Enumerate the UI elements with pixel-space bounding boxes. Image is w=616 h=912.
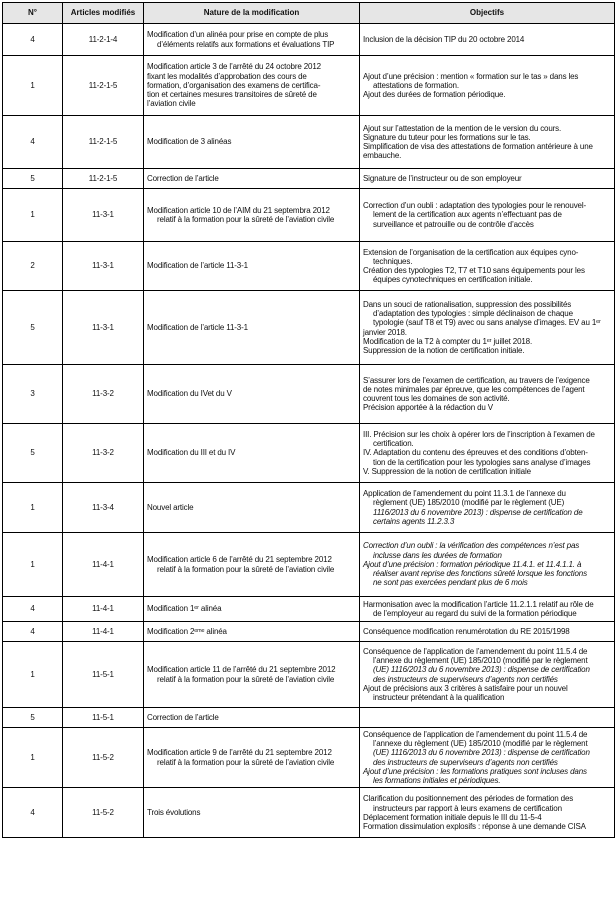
cell-nature xyxy=(144,424,360,483)
cell-objectifs xyxy=(360,291,615,365)
nature-line: Modification d’un alinéa pour prise en compte de plus xyxy=(147,30,329,40)
cell-num: 4 xyxy=(3,622,63,642)
objective-line: Dans un souci de rationalisation, suppression des possibilités xyxy=(363,299,572,309)
nature-line: Modification article 10 de l’AIM du 21 septembra 2012 xyxy=(147,205,330,215)
cell-article: 11-5-1 xyxy=(63,708,144,728)
cell-nature xyxy=(144,622,360,642)
objective-line: (UE) 1116/2013 du 6 novembre 2013) : dispense de certification xyxy=(373,665,590,675)
objective-line: techniques. xyxy=(373,256,413,266)
cell-nature xyxy=(144,708,360,728)
header-num: N° xyxy=(3,3,63,24)
table-row xyxy=(3,291,615,365)
table-row xyxy=(3,622,615,642)
cell-nature xyxy=(144,242,360,291)
objective-line: V. Suppression de la notion de certification initiale xyxy=(363,466,531,476)
cell-num: 4 xyxy=(3,24,63,56)
objective-line: certains agents 11.2.3.3 xyxy=(373,516,455,526)
cell-num: 1 xyxy=(3,533,63,597)
objective-line: lement de la certification aux agents n’effectuant pas de xyxy=(373,210,562,220)
nature-line: relatif à la formation pour la sûreté de l’aviation civile xyxy=(157,757,335,767)
cell-article: 11-4-1 xyxy=(63,533,144,597)
objective-line: les formations initiales et périodiques. xyxy=(373,776,501,786)
objective-line: couvrent tous les domaines de son activité. xyxy=(363,394,510,403)
cell-num: 3 xyxy=(3,365,63,424)
cell-nature xyxy=(144,189,360,242)
objective-line: Modification de la T2 à compter du 1ᵉʳ juillet 2018. xyxy=(363,336,533,346)
objective-line: inclusse dans les durées de formation xyxy=(373,550,502,560)
objective-line: de l’employeur au regard du suivi de la formation périodique xyxy=(373,609,577,618)
cell-objectifs xyxy=(360,622,615,642)
objective-line: Extension de l’organisation de la certification aux équipes cyno- xyxy=(363,247,579,257)
table-row xyxy=(3,116,615,169)
objective-line: Ajout d’une précision : mention « formation sur le tas » dans les xyxy=(363,71,579,81)
objective-line: des instructeurs de superviseurs d’agents non certifiés xyxy=(373,674,558,684)
header-objectifs: Objectifs xyxy=(360,3,615,24)
cell-article: 11-5-2 xyxy=(63,788,144,838)
nature-line: Modification de l’article 11-3-1 xyxy=(147,322,248,332)
cell-objectifs xyxy=(360,242,615,291)
nature-line: l’aviation civile xyxy=(147,99,196,109)
nature-line: tion et certaines mesures transitoires de sûreté de xyxy=(147,90,317,100)
table-header xyxy=(3,3,615,24)
objective-line: certification. xyxy=(373,439,414,449)
cell-article: 11-2-1-5 xyxy=(63,56,144,116)
nature-line: Modification 2ᵉᵐᵉ alinéa xyxy=(147,626,227,636)
objective-line: Création des typologies T2, T7 et T10 sans équipements pour les xyxy=(363,266,585,275)
cell-article: 11-3-1 xyxy=(63,189,144,242)
cell-num: 5 xyxy=(3,169,63,189)
modifications-table xyxy=(2,2,615,838)
objective-line: Simplification de visa des attestations de formation antérieure à une xyxy=(363,142,593,151)
objective-line: (UE) 1116/2013 du 6 novembre 2013) : dispense de certification xyxy=(373,748,590,758)
table-row xyxy=(3,365,615,424)
objective-line: Inclusion de la décision TIP du 20 octobre 2014 xyxy=(363,34,525,44)
objective-line: III. Précision sur les choix à opérer lors de l’inscription à l’examen de xyxy=(363,429,595,439)
objective-line: des instructeurs de superviseurs d’agents non certifiés xyxy=(373,757,558,767)
objective-line: l’annexe du règlement (UE) 185/2010 (modifié par le règlement xyxy=(373,656,588,666)
objective-line: instructeur prétendant à la qualification xyxy=(373,692,505,702)
nature-line: Modification du III et du IV xyxy=(147,448,236,458)
objective-line: typologie (sauf T8 et T9) avec ou sans analyse d’images. EV au 1ᵉʳ xyxy=(373,318,601,328)
objective-line: Signature du tuteur pour les formations sur le tas. xyxy=(363,132,531,142)
nature-line: Modification de l’article 11-3-1 xyxy=(147,261,248,271)
cell-article: 11-3-1 xyxy=(63,291,144,365)
nature-line: formation, d’organisation des examens de certifica- xyxy=(147,80,321,90)
objective-line: Ajout d’une précision : les formations pratiques sont incluses dans xyxy=(363,766,587,776)
nature-line: relatif à la formation pour la sûreté de l’aviation civile xyxy=(157,215,335,224)
cell-num: 1 xyxy=(3,189,63,242)
table-row xyxy=(3,169,615,189)
cell-objectifs xyxy=(360,24,615,56)
table-row xyxy=(3,533,615,597)
cell-num: 1 xyxy=(3,728,63,788)
cell-objectifs xyxy=(360,365,615,424)
cell-objectifs xyxy=(360,708,615,728)
cell-num: 1 xyxy=(3,642,63,708)
cell-objectifs xyxy=(360,169,615,189)
nature-line: fixant les modalités d’approbation des cours de xyxy=(147,71,307,81)
nature-line: relatif à la formation pour la sûreté de l’aviation civile xyxy=(157,564,335,574)
objective-line: Clarification du positionnement des périodes de formation des xyxy=(363,794,574,804)
objective-line: Conséquence modification renumérotation du RE 2015/1998 xyxy=(363,626,570,636)
cell-num: 4 xyxy=(3,597,63,622)
nature-line: Modification du IVet du V xyxy=(147,389,232,399)
nature-line: relatif à la formation pour la sûreté de l’aviation civile xyxy=(157,674,335,684)
objective-line: 1116/2013 du 6 novembre 2013) : dispense de certification de xyxy=(373,507,583,517)
cell-nature xyxy=(144,24,360,56)
cell-nature xyxy=(144,597,360,622)
table-body xyxy=(3,24,615,838)
objective-line: Conséquence de l’application de l’amendement du point 11.5.4 de xyxy=(363,646,588,656)
objective-line: Harmonisation avec la modification l’article 11.2.1.1 relatif au rôle de xyxy=(363,599,594,609)
cell-objectifs xyxy=(360,189,615,242)
objective-line: Signature de l’instructeur ou de son employeur xyxy=(363,173,522,183)
nature-line: Modification article 9 de l’arrêté du 21 septembre 2012 xyxy=(147,748,332,758)
table-row xyxy=(3,728,615,788)
cell-article: 11-2-1-5 xyxy=(63,169,144,189)
cell-article: 11-3-4 xyxy=(63,483,144,533)
table-row xyxy=(3,424,615,483)
cell-objectifs xyxy=(360,788,615,838)
table-row xyxy=(3,24,615,56)
cell-nature xyxy=(144,169,360,189)
table-row xyxy=(3,56,615,116)
objective-line: de notes minimales par épreuve, que les compétences de l’agent xyxy=(363,384,585,394)
cell-nature xyxy=(144,291,360,365)
cell-num: 1 xyxy=(3,56,63,116)
table-row xyxy=(3,242,615,291)
nature-line: d’éléments relatifs aux formations et évaluations TIP xyxy=(157,39,335,49)
header-row xyxy=(3,3,615,24)
table-row xyxy=(3,708,615,728)
cell-article: 11-4-1 xyxy=(63,597,144,622)
objective-line: Ajout de précisions aux 3 critères à satisfaire pour un nouvel xyxy=(363,683,568,693)
cell-objectifs xyxy=(360,424,615,483)
nature-line: Modification article 6 de l’arrêté du 21 septembre 2012 xyxy=(147,555,332,565)
cell-nature xyxy=(144,642,360,708)
cell-objectifs xyxy=(360,728,615,788)
objective-line: Déplacement formation initiale depuis le III du 11-5-4 xyxy=(363,812,542,822)
objective-line: Précision apportée à la rédaction du V xyxy=(363,403,493,413)
cell-num: 5 xyxy=(3,424,63,483)
objective-line: Ajout des durées de formation périodique. xyxy=(363,90,506,100)
cell-objectifs xyxy=(360,116,615,169)
objective-line: S’assurer lors de l’examen de certification, au travers de l’exigence xyxy=(363,375,590,385)
cell-article: 11-3-2 xyxy=(63,424,144,483)
cell-num: 5 xyxy=(3,291,63,365)
table-row xyxy=(3,189,615,242)
objective-line: attestations de formation. xyxy=(373,80,459,90)
objective-line: surveillance et patrouille ou de contrôle d’accès xyxy=(373,219,534,229)
cell-nature xyxy=(144,365,360,424)
nature-line: Modification de 3 alinéas xyxy=(147,137,232,147)
objective-line: d’adaptation des typologies : simple déclinaison de chaque xyxy=(373,309,573,319)
cell-article: 11-5-2 xyxy=(63,728,144,788)
nature-line: Modification article 11 de l’arrêté du 21 septembre 2012 xyxy=(147,665,336,675)
cell-article: 11-4-1 xyxy=(63,622,144,642)
objective-line: Formation dissimulation explosifs : réponse à une demande CISA xyxy=(363,821,586,831)
cell-article: 11-2-1-5 xyxy=(63,116,144,169)
cell-objectifs xyxy=(360,56,615,116)
objective-line: Conséquence de l’application de l’amendement du point 11.5.4 de xyxy=(363,730,588,739)
cell-nature xyxy=(144,56,360,116)
cell-article: 11-3-2 xyxy=(63,365,144,424)
cell-nature xyxy=(144,116,360,169)
objective-line: ne sont pas exercées pendant plus de 6 mois xyxy=(373,578,528,588)
cell-nature xyxy=(144,788,360,838)
nature-line: Correction de l’article xyxy=(147,173,219,183)
cell-num: 4 xyxy=(3,788,63,838)
cell-nature xyxy=(144,533,360,597)
table-row xyxy=(3,788,615,838)
objective-line: Application de l’amendement du point 11.3.1 de l’annexe du xyxy=(363,489,566,499)
nature-line: Nouvel article xyxy=(147,502,194,512)
cell-objectifs xyxy=(360,533,615,597)
cell-nature xyxy=(144,728,360,788)
cell-num: 4 xyxy=(3,116,63,169)
objective-line: embauche. xyxy=(363,151,402,161)
nature-line: Correction de l’article xyxy=(147,712,219,722)
cell-objectifs xyxy=(360,483,615,533)
objective-line: IV. Adaptation du contenu des épreuves et des conditions d’obten- xyxy=(363,448,588,458)
nature-line: Modification article 3 de l’arrêté du 24 octobre 2012 xyxy=(147,62,321,72)
cell-num: 2 xyxy=(3,242,63,291)
objective-line: Suppression de la notion de certification initiale. xyxy=(363,345,525,355)
objective-line: Ajout d’une précision : formation périodique 11.4.1. et 11.4.1.1. à xyxy=(363,559,582,569)
objective-line: règlement (UE) 185/2010 (modifié par le règlement (UE) xyxy=(373,498,565,508)
header-nature: Nature de la modification xyxy=(144,3,360,24)
objective-line: janvier 2018. xyxy=(363,327,407,337)
table-row xyxy=(3,483,615,533)
objective-line: équipes cynotechniques en certification initiale. xyxy=(373,275,533,285)
header-articles: Articles modifiés xyxy=(63,3,144,24)
cell-article: 11-3-1 xyxy=(63,242,144,291)
objective-line: Correction d’un oubli : adaptation des typologies pour le renouvel- xyxy=(363,201,586,211)
cell-article: 11-5-1 xyxy=(63,642,144,708)
objective-line: Ajout sur l’attestation de la mention de le version du cours. xyxy=(363,123,562,133)
objective-line: l’annexe du règlement (UE) 185/2010 (modifié par le règlement xyxy=(373,739,588,749)
cell-objectifs xyxy=(360,642,615,708)
cell-num: 5 xyxy=(3,708,63,728)
nature-line: Trois évolutions xyxy=(147,808,201,818)
objective-line: Correction d’un oubli : la vérification des compétences n’est pas xyxy=(363,541,580,551)
objective-line: instructeurs par rapport à leurs examens de certification xyxy=(373,803,562,813)
nature-line: Modification 1ᵉʳ alinéa xyxy=(147,604,222,614)
cell-article: 11-2-1-4 xyxy=(63,24,144,56)
cell-num: 1 xyxy=(3,483,63,533)
table-row xyxy=(3,642,615,708)
table-row xyxy=(3,597,615,622)
cell-nature xyxy=(144,483,360,533)
objective-line: réaliser avant reprise des fonctions sûreté lorsque les fonctions xyxy=(373,569,587,579)
objective-line: tion de la certification pour les typologies sans analyse d’images xyxy=(373,457,591,467)
cell-objectifs xyxy=(360,597,615,622)
